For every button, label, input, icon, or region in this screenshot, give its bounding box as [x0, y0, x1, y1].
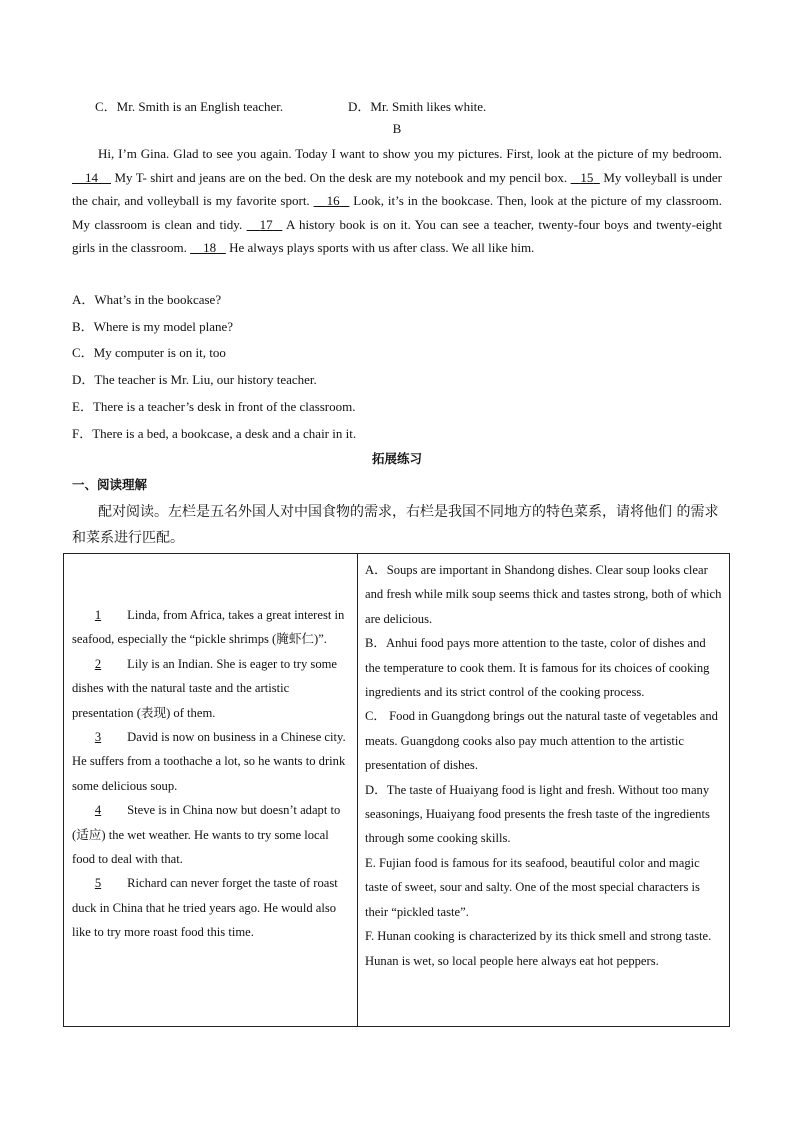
need-item-5: [72, 871, 352, 944]
answer-blank-2[interactable]: 2: [94, 656, 102, 671]
option-c-top: C．Mr. Smith is an English teacher.: [95, 99, 284, 114]
answer-blank-5[interactable]: 5: [94, 876, 102, 891]
answer-blank-3[interactable]: 3: [94, 730, 102, 745]
blank-17: 17: [259, 216, 273, 232]
needs-column: [72, 603, 352, 945]
cuisine-item-b: B．Anhui food pays more attention to the taste, color of dishes and the temperature to cook them. It is famous for its choices of cooking ingredients and its strict control of the cooking process.: [365, 636, 710, 700]
need-item-4: [72, 798, 352, 871]
cuisine-item-a: A．Soups are important in Shandong dishes. Clear soup looks clear and fresh while milk soup seems thick and tastes strong, both of which are delicious.: [365, 563, 722, 626]
cuisines-column: [365, 558, 723, 973]
table-divider: [357, 553, 358, 1027]
answer-option-c: C．My computer is on it, too: [72, 345, 226, 360]
cuisine-item-f: F. Hunan cooking is characterized by its thick smell and strong taste. Hunan is wet, so local people here always eat hot peppers.: [365, 929, 712, 968]
answer-option-d: D．The teacher is Mr. Liu, our history teacher.: [72, 372, 317, 387]
passage-sentence: My volleyball is under the chair, and volleyball is my favorite sport.: [72, 169, 722, 209]
blank-18: 18: [203, 240, 217, 256]
passage-sentence: My T- shirt and jeans are on the bed. On the desk are my notebook and my pencil box.: [111, 169, 571, 185]
passage-sentence: Hi, I’m Gina. Glad to see you again. Today I want to show you my pictures. First, look at the picture of my bedroom.: [98, 146, 722, 161]
need-text: David is now on business in a Chinese city. He suffers from a toothache a lot, so he wants to drink some delicious soup.: [72, 730, 346, 793]
option-d-top: D．Mr. Smith likes white.: [348, 99, 487, 114]
passage-sentence: A history book is on it. You can see a teacher, twenty-four boys and twenty-eight girls in the classroom.: [72, 216, 722, 256]
extension-title: 拓展练习: [371, 451, 422, 466]
answer-option-b: B．Where is my model plane?: [72, 319, 234, 334]
need-item-1: [72, 603, 352, 652]
cuisine-item-c: C． Food in Guangdong brings out the natural taste of vegetables and meats. Guangdong cooks also pay much attention to the artistic presentation of dishes.: [365, 709, 718, 773]
section-b-heading: B: [392, 121, 402, 136]
need-text: Richard can never forget the taste of roast duck in China that he tried years ago. He would also like to try more roast food this time.: [72, 876, 338, 940]
need-text: Steve is in China now but doesn’t adapt to (适应) the wet weather. He wants to try some local food to deal with that.: [72, 803, 341, 867]
instruction-text: 配对阅读。左栏是五名外国人对中国食物的需求，右栏是我国不同地方的特色菜系，请将他们 的需求和菜系进行匹配。: [72, 504, 719, 546]
need-text: Lily is an Indian. She is eager to try some dishes with the natural taste and the artistic presentation (表现) of them.: [72, 656, 337, 720]
cuisine-item-e: E. Fujian food is famous for its seafood, beautiful color and magic taste of sweet, sour and salty. One of the most special characters is their “pickled taste”.: [365, 855, 700, 919]
section-one-heading: 一、阅读理解: [72, 477, 148, 492]
answer-option-e: E．There is a teacher’s desk in front of the classroom.: [72, 399, 356, 414]
need-item-2: [72, 652, 352, 725]
cuisine-item-d: D．The taste of Huaiyang food is light and fresh. Without too many seasonings, Huaiyang food presents the fresh taste of the ingredients through some cooking skills.: [365, 782, 710, 846]
answer-option-f: F．There is a bed, a bookcase, a desk and a chair in it.: [72, 426, 357, 441]
blank-15: 15: [580, 169, 594, 185]
blank-16: 16: [326, 193, 340, 209]
passage-sentence: Look, it’s in the bookcase. Then, look at the picture of my classroom. My classroom is clean and tidy.: [72, 193, 723, 232]
answer-option-a: A．What’s in the bookcase?: [72, 292, 222, 307]
answer-blank-1[interactable]: 1: [94, 608, 102, 622]
need-item-3: [72, 725, 352, 798]
passage-b: [72, 142, 722, 260]
answer-blank-4[interactable]: 4: [94, 803, 102, 818]
need-text: Linda, from Africa, takes a great interest in seafood, especially the “pickle shrimps (腌虾仁)”.: [72, 608, 345, 647]
blank-14: 14: [85, 169, 98, 185]
passage-sentence: He always plays sports with us after class. We all like him.: [225, 240, 535, 256]
